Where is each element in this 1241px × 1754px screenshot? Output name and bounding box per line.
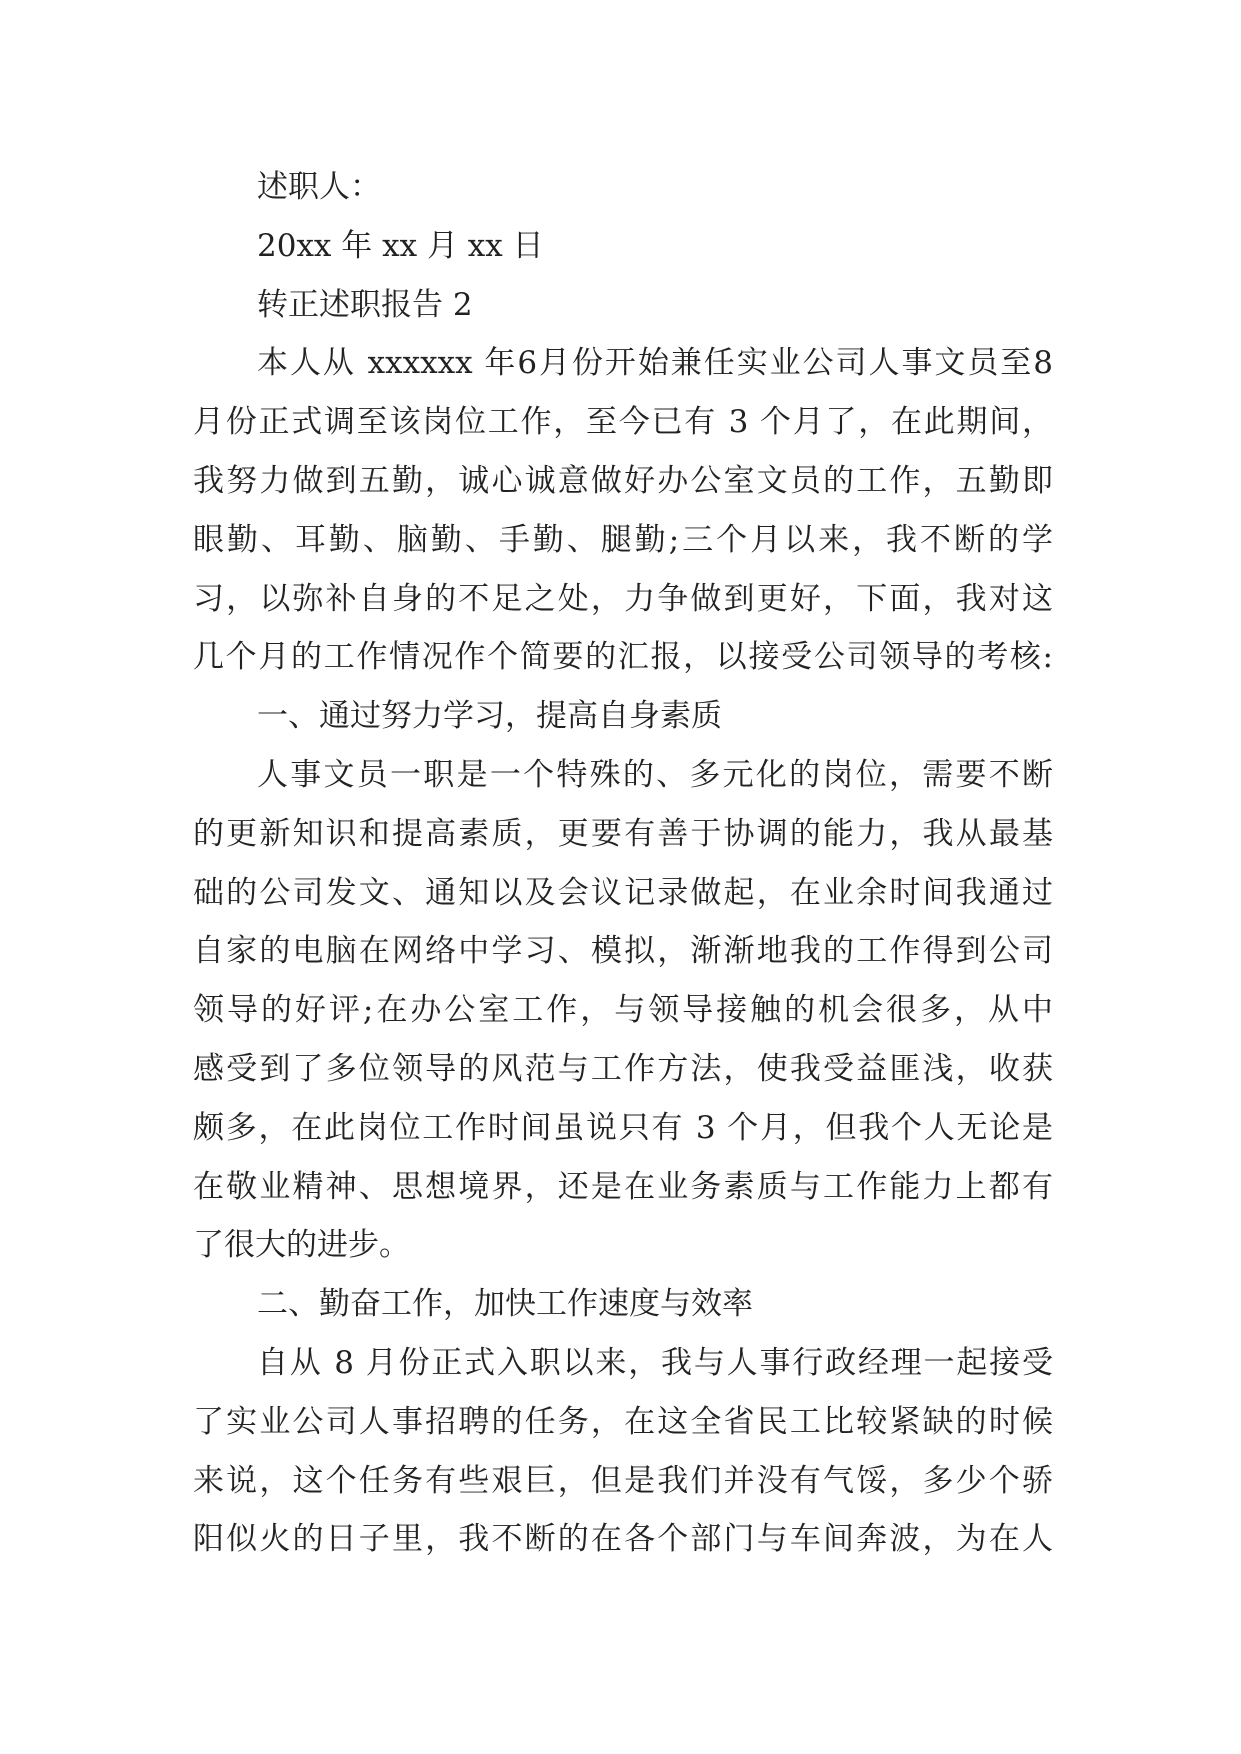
paragraph-line: 我努力做到五勤，诚心诚意做好办公室文员的工作，五勤即 — [193, 462, 1053, 499]
paragraph-line: 了很大的进步。 — [193, 1227, 410, 1264]
signature-label: 述职人： — [257, 169, 381, 205]
paragraph-line: 在敬业精神、思想境界，还是在业务素质与工作能力上都有 — [193, 1168, 1053, 1205]
document-body — [193, 158, 1053, 1569]
paragraph-line: 人事文员一职是一个特殊的、多元化的岗位，需要不断 — [257, 756, 1053, 793]
paragraph-3 — [193, 1334, 1053, 1569]
date-line: 20xx 年 xx 月 xx 日 — [257, 227, 544, 264]
paragraph-line: 领导的好评;在办公室工作，与领导接触的机会很多，从中 — [193, 992, 1053, 1029]
paragraph-line: 了实业公司人事招聘的任务，在这全省民工比较紧缺的时候 — [193, 1403, 1053, 1440]
paragraph-line: 月份正式调至该岗位工作，至今已有 3 个月了，在此期间， — [193, 404, 1053, 441]
paragraph-line: 来说，这个任务有些艰巨，但是我们并没有气馁，多少个骄 — [193, 1462, 1053, 1499]
report-heading: 转正述职报告 2 — [257, 286, 473, 323]
paragraph-line: 眼勤、耳勤、脑勤、手勤、腿勤;三个月以来，我不断的学 — [193, 521, 1053, 558]
paragraph-line: 的更新知识和提高素质，更要有善于协调的能力，我从最基 — [193, 815, 1053, 852]
paragraph-line: 习，以弥补自身的不足之处，力争做到更好，下面，我对这 — [193, 580, 1053, 617]
paragraph-line: 自从 8 月份正式入职以来，我与人事行政经理一起接受 — [257, 1344, 1053, 1381]
paragraph-line: 几个月的工作情况作个简要的汇报，以接受公司领导的考核: — [193, 639, 1053, 676]
paragraph-1 — [193, 334, 1053, 687]
paragraph-line: 感受到了多位领导的风范与工作方法，使我受益匪浅，收获 — [193, 1050, 1053, 1087]
paragraph-line: 本人从 xxxxxx 年6月份开始兼任实业公司人事文员至8 — [257, 345, 1053, 382]
section-heading-1: 一、通过努力学习，提高自身素质 — [257, 698, 722, 735]
paragraph-line: 颇多，在此岗位工作时间虽说只有 3 个月，但我个人无论是 — [193, 1109, 1053, 1146]
paragraph-line: 自家的电脑在网络中学习、模拟，渐渐地我的工作得到公司 — [193, 933, 1053, 970]
section-heading-2: 二、勤奋工作，加快工作速度与效率 — [257, 1286, 753, 1323]
paragraph-line: 阳似火的日子里，我不断的在各个部门与车间奔波，为在人 — [193, 1521, 1053, 1558]
paragraph-2 — [193, 746, 1053, 1275]
paragraph-line: 础的公司发文、通知以及会议记录做起，在业余时间我通过 — [193, 874, 1053, 911]
